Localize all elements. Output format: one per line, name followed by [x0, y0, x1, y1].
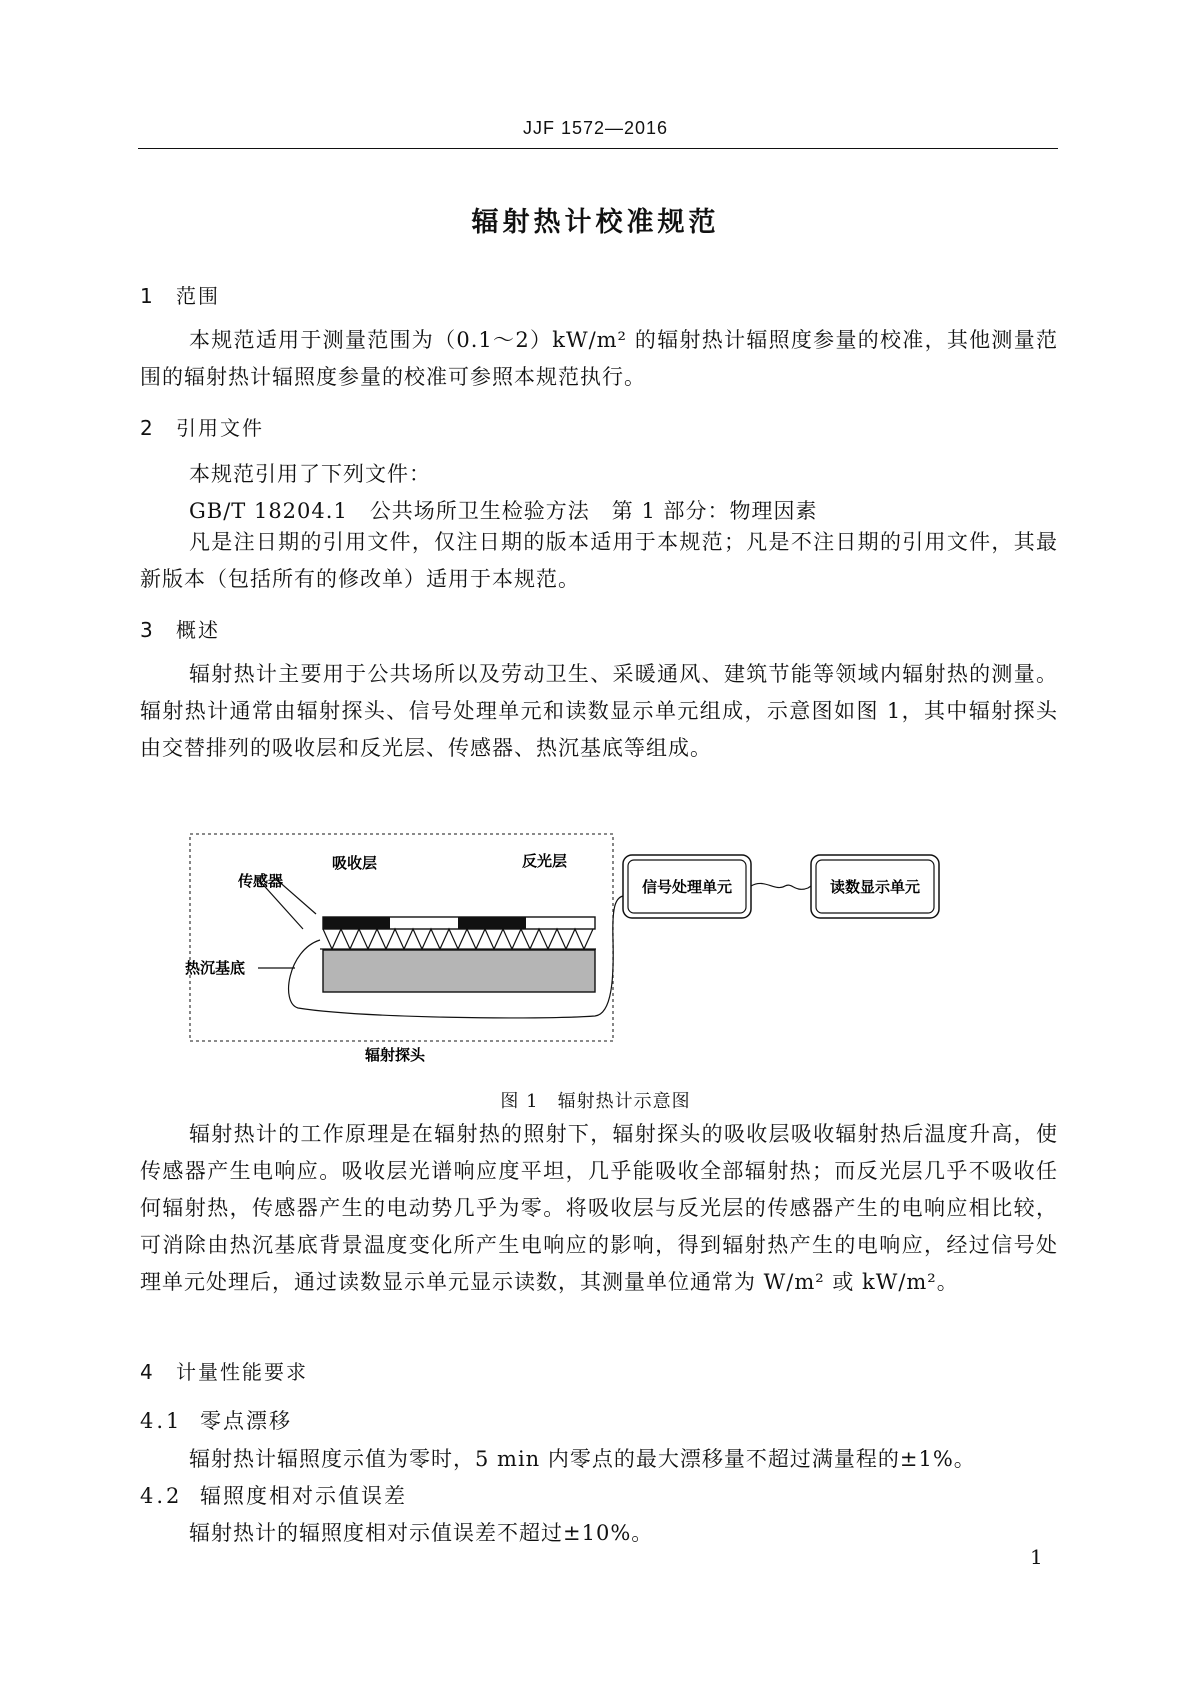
header-rule	[138, 148, 1058, 149]
section-1-paragraph: 本规范适用于测量范围为（0.1～2）kW/m² 的辐射热计辐照度参量的校准，其他测量范围的辐射热计辐照度参量的校准可参照本规范执行。	[140, 328, 1058, 389]
document-code-header: JJF 1572—2016	[522, 118, 669, 138]
subsection-title: 零点漂移	[200, 1409, 292, 1433]
figure-caption: 图 1 辐射热计示意图	[500, 1091, 691, 1112]
section-2-heading	[140, 412, 264, 441]
subsection-number: 4.2	[140, 1484, 183, 1508]
display-unit-label: 读数显示单元	[829, 878, 921, 896]
subsection-4-2-text: 辐射热计的辐照度相对示值误差不超过±10%。	[189, 1521, 654, 1545]
reflective-layer-label: 反光层	[522, 852, 568, 870]
absorption-segment	[323, 917, 390, 929]
subsection-4-2-heading	[140, 1480, 407, 1510]
normative-reference: GB/T 18204.1 公共场所卫生检验方法 第 1 部分：物理因素	[189, 499, 818, 523]
section-title: 引用文件	[176, 416, 264, 440]
probe-label: 辐射探头	[365, 1046, 426, 1064]
page-number: 1	[1030, 1545, 1043, 1569]
section-3-heading	[140, 614, 220, 643]
subsection-4-1-heading	[140, 1405, 292, 1435]
heat-sink-label: 热沉基底	[185, 959, 246, 977]
section-title: 计量性能要求	[176, 1360, 308, 1384]
signal-processing-unit-label: 信号处理单元	[641, 878, 733, 896]
section-1-heading	[140, 280, 220, 309]
section-number: 3	[140, 618, 153, 642]
section-title: 范围	[176, 284, 220, 308]
subsection-4-1-text: 辐射热计辐照度示值为零时，5 min 内零点的最大漂移量不超过满量程的±1%。	[189, 1447, 976, 1471]
section-4-heading	[140, 1356, 308, 1385]
section-number: 2	[140, 416, 153, 440]
sensor-thermopile	[323, 929, 593, 949]
section-title: 概述	[176, 618, 220, 642]
document-title: 辐射热计校准规范	[471, 207, 720, 238]
section-number: 4	[140, 1360, 153, 1384]
section-3-paragraph-2: 辐射热计的工作原理是在辐射热的照射下，辐射探头的吸收层吸收辐射热后温度升高，使传感器产生电响应。吸收层光谱响应度平坦，几乎能吸收全部辐射热；而反光层几乎不吸收任何辐射热，传感器产生的电动势几乎为零。将吸收层与反光层的传感器产生的电响应相比较，可消除由热沉基底背景温度变化所产生电响应的影响，得到辐射热产生的电响应，经过信号处理单元处理后，通过读数显示单元显示读数，其测量单位通常为 W/m² 或 kW/m²。	[140, 1122, 1058, 1294]
section-number: 1	[140, 284, 153, 308]
section-2-intro: 本规范引用了下列文件：	[189, 462, 431, 486]
absorption-layer-label: 吸收层	[332, 854, 378, 872]
section-2-note: 凡是注日期的引用文件，仅注日期的版本适用于本规范；凡是不注日期的引用文件，其最新版本（包括所有的修改单）适用于本规范。	[140, 530, 1058, 591]
sensor-label: 传感器	[238, 872, 284, 890]
absorption-segment	[458, 917, 526, 929]
subsection-title: 辐照度相对示值误差	[200, 1484, 407, 1508]
bolometer-diagram	[180, 828, 1040, 1078]
connector-wire	[751, 883, 811, 889]
section-3-paragraph-1: 辐射热计主要用于公共场所以及劳动卫生、采暖通风、建筑节能等领域内辐射热的测量。辐射热计通常由辐射探头、信号处理单元和读数显示单元组成，示意图如图 1，其中辐射探头由交替排列的吸收层和反光层、传感器、热沉基底等组成。	[140, 662, 1058, 760]
subsection-number: 4.1	[140, 1409, 183, 1433]
heat-sink-substrate	[323, 950, 595, 992]
